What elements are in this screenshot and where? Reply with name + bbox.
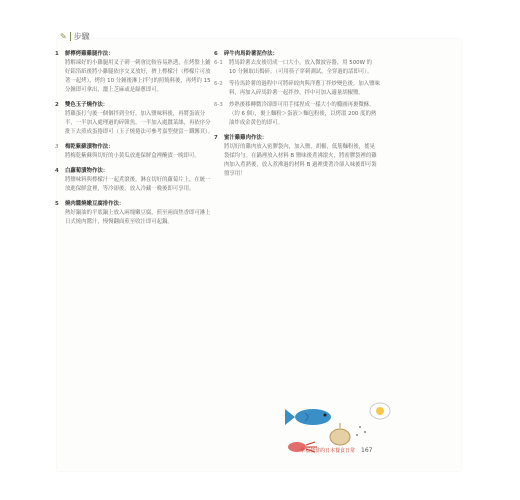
step-title: 蜜汁雞雞肉作法： xyxy=(224,135,268,141)
recipe-step xyxy=(55,200,215,227)
step-title-row xyxy=(55,50,215,59)
step-number: 2 xyxy=(55,102,59,108)
sub-step xyxy=(214,101,380,128)
left-column xyxy=(55,50,215,233)
onion-icon xyxy=(330,423,350,445)
step-number: 7 xyxy=(214,135,218,141)
step-body: 將梅乾紫蘇與切好的小黃瓜放進保鮮盒裡醃漬一晚即可。 xyxy=(65,153,200,159)
recipe-step xyxy=(55,101,215,137)
sub-step-number: 6-2 xyxy=(214,81,223,87)
book-series-title: 幸福便當的日本餐食日常 xyxy=(300,448,356,454)
step-title-row xyxy=(55,143,215,152)
step-number: 1 xyxy=(55,51,59,57)
step-title: 鮮檸烤雞雞腿作法： xyxy=(65,51,114,57)
step-body: 將鹽味料與檸檬汁一起煮滾後，淋在切好的蘿蔔片上，在統一放進保鮮盒裡，等冷卻後，放入冷藏一晚後即可享用。 xyxy=(65,177,211,192)
step-body: 將雞蛋打勻後一個個拌到全好，加入鹽味料後，再將蛋液分半，一半加入處理過的碎韓魚，一半加入處蠶菜絲，再依序分批下去煎成蛋捲即可（玉子燒捲法可參考嘉型便當－鐵馨頁）。 xyxy=(65,111,214,135)
sub-step xyxy=(214,59,380,77)
step-title-row xyxy=(214,50,380,59)
recipe-step xyxy=(55,50,215,95)
page-number: 167 xyxy=(361,447,373,454)
step-title: 雙色玉子燒作法： xyxy=(65,102,109,108)
step-title: 碎牛肉馬鈴薯泥作法： xyxy=(224,51,278,57)
steps-title: 步驟 xyxy=(73,32,90,41)
divider xyxy=(70,32,71,41)
pencil-icon: ✎ xyxy=(60,32,67,41)
step-body: 將解凍好的小雞腿用叉子刺一刺會比較容易熟透，在烤盤上鋪好鋁箔紙後將小雞腿依序交叉放好，擠上檸檬汁（檸檬片可放著一起烤），烤約 10 分鐘後淋上拌勻的照燒料後，再烤約 15 分鐘即可拿出，灑上芝麻或是綠蔥即可。 xyxy=(65,60,211,93)
recipe-step xyxy=(55,143,215,161)
step-number: 4 xyxy=(55,168,59,174)
steps-header xyxy=(60,31,90,42)
step-title: 白蘿蔔漬物作法： xyxy=(65,168,109,174)
sub-step-number: 6-3 xyxy=(214,102,223,108)
step-title-row xyxy=(55,101,215,110)
sub-step-text: 炒熟後移轉微冷卻即可用手揉捏成一樣大小的橢圓再裹微酥，（約 6 個），裹上麵粉＞蛋液＞麵包粉後，以烤溫 200 度的熱油炸成金黃色的即可。 xyxy=(229,102,377,126)
sesame-icon xyxy=(356,426,366,436)
sub-step-text: 等待馬鈴薯的過程中可將碎絞肉與洋蔥丁拌炒變色後，加入鹽味料，再加入碎馬鈴薯一起拌炒，拌中可加入適量胡椒鹽。 xyxy=(229,81,380,96)
recipe-step xyxy=(214,134,380,179)
step-title: 梅乾紫蘇漬物作法： xyxy=(65,144,114,150)
step-title: 燒肉醬燒嫩豆腐排作法： xyxy=(65,201,125,207)
page-footer xyxy=(300,447,372,454)
sub-step xyxy=(214,80,380,98)
recipe-step xyxy=(214,50,380,128)
egg-icon xyxy=(370,403,390,419)
step-title-row xyxy=(55,200,215,209)
sub-step-number: 6-1 xyxy=(214,60,223,66)
step-number: 5 xyxy=(55,201,59,207)
right-column xyxy=(214,50,380,185)
step-title-row xyxy=(214,134,380,143)
step-number: 3 xyxy=(55,144,59,150)
step-title-row xyxy=(55,167,215,176)
fish-icon xyxy=(285,409,331,425)
step-body: 將切好的雞肉放入密膠袋內，加入鹽，胡椒，低筋麵粉後，搖晃袋揉均勻。在鍋裡放入材料 B 鹽味後煮沸滾火，將密膠袋裡的雞肉加入煮熟後，放入煮沸過的材料 B 過裡燙著冷卻入味後即可裝盤享用！ xyxy=(224,144,377,177)
sub-step-text: 將馬鈴薯去皮後切成一口大小，放入微波容器，用 500W 的 10 分鐘取出搗碎。（可用筷子穿刺測試，全穿過的話即可）。 xyxy=(229,60,373,75)
step-number: 6 xyxy=(214,51,218,57)
step-body: 熱好鍋油的平底鍋上放入兩塊嫩豆腐，煎至兩面焦香即可淋上日式燒肉醬汁，慢慢翻面煎至收汁即可起鍋。 xyxy=(65,210,211,225)
recipe-step xyxy=(55,167,215,194)
